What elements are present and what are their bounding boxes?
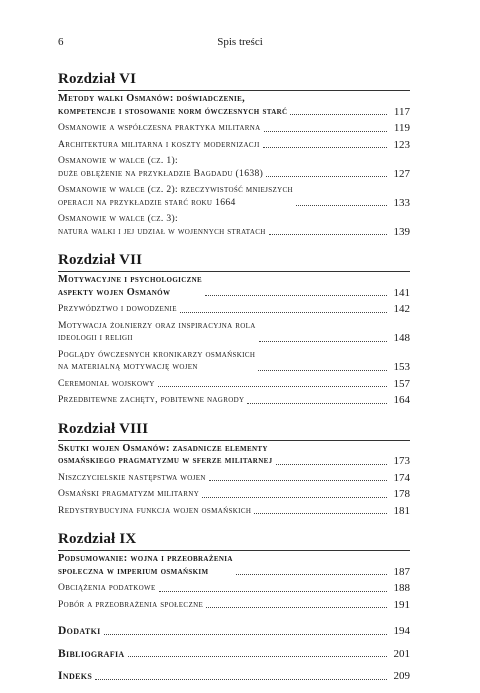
- toc-entry-title: [58, 93, 287, 118]
- toc-entry-line: Architektura militarna i koszty modernizacji: [58, 138, 260, 150]
- toc-entry-line: Poglądy ówczesnych kronikarzy osmańskich: [58, 348, 256, 360]
- toc-page-number: 133: [393, 196, 410, 209]
- toc-main-entry: [58, 553, 410, 578]
- toc-entry: [58, 139, 410, 152]
- toc-entry-line: Skutki wojen Osmanów: zasadnicze elementy: [58, 442, 268, 454]
- toc-entry-line: Metody walki Osmanów: doświadczenie,: [58, 93, 246, 104]
- toc-entry: [58, 394, 410, 407]
- toc-page-number: 191: [393, 598, 410, 611]
- toc-entry-title: [58, 443, 273, 468]
- toc-main-entry: [58, 274, 410, 299]
- toc-entry-title: [58, 122, 261, 135]
- toc-entry-line: osmańskiego pragmatyzmu w sferze militarnej: [58, 455, 273, 466]
- toc-page-number: 141: [393, 286, 410, 299]
- toc-entry: [58, 303, 410, 316]
- toc-page-number: 201: [393, 647, 410, 660]
- toc-entry-line: Osmański pragmatyzm militarny: [58, 488, 200, 499]
- dot-leader: [209, 479, 387, 481]
- dot-leader: [158, 385, 387, 387]
- toc-page-number: 194: [393, 625, 410, 637]
- toc-entry-title: [58, 320, 256, 345]
- toc-page-number: 181: [393, 504, 410, 517]
- toc-entry-title: [58, 394, 244, 407]
- dot-leader: [254, 512, 387, 514]
- toc-entry-title: [58, 349, 255, 374]
- toc-entry-line: Osmanowie w walce (cz. 2): rzeczywistość mniejszych: [58, 184, 293, 195]
- toc-entry: [58, 155, 410, 180]
- toc-entry-line: kompetencje i stosowanie norm ówczesnych starć: [58, 105, 288, 117]
- toc-entry-title: [58, 505, 251, 518]
- toc-entry-line: natura walki i jej udział w wojennych stratach: [58, 225, 266, 237]
- toc-entry-title: [58, 582, 156, 595]
- toc-page-number: 119: [393, 122, 410, 134]
- toc-entry-title: [58, 599, 203, 612]
- dot-leader: [104, 633, 387, 635]
- chapter-section: [58, 71, 410, 238]
- toc-entry: [58, 378, 410, 391]
- chapter-title: Rozdział VII: [58, 252, 410, 272]
- toc-entry-line: Motywacyjne i psychologiczne: [58, 274, 203, 285]
- toc-entry-line: Podsumowanie: wojna i przeobrażenia: [58, 553, 233, 564]
- dot-leader: [276, 463, 388, 465]
- chapter-title: Rozdział IX: [58, 531, 410, 551]
- toc-entry-line: społeczna w imperium osmańskim: [58, 565, 209, 577]
- chapter-section: [58, 531, 410, 611]
- toc-entry-line: Osmanowie w walce (cz. 3):: [58, 213, 179, 224]
- dot-leader: [266, 175, 387, 177]
- toc-entry-title: [58, 274, 202, 299]
- toc-entry-line: na materialną motywację wojen: [58, 361, 198, 372]
- toc-entry: [58, 320, 410, 345]
- toc-main-entry: [58, 443, 410, 468]
- toc-entry-line: ideologii i religii: [58, 332, 133, 343]
- toc-entry-title: [58, 184, 293, 209]
- toc-back-matter-entry: [58, 670, 410, 683]
- toc-page-number: 148: [393, 332, 410, 344]
- toc-entry: [58, 122, 410, 135]
- toc-page-number: 164: [393, 394, 410, 406]
- toc-back-matter-entry: [58, 625, 410, 638]
- toc-entry-line: Obciążenia podatkowe: [58, 582, 156, 593]
- toc-back-matter-entry: [58, 648, 410, 661]
- toc-entry: [58, 599, 410, 612]
- toc-entry-title: [58, 472, 206, 485]
- toc-entry: [58, 213, 410, 238]
- toc-page-number: 123: [393, 138, 410, 151]
- dot-leader: [159, 590, 387, 592]
- dot-leader: [258, 369, 387, 371]
- toc-page-number: 153: [393, 361, 410, 373]
- toc-page-number: 139: [393, 225, 410, 238]
- dot-leader: [247, 402, 387, 404]
- toc-entry-title: [58, 213, 266, 238]
- toc-entry-title: [58, 648, 125, 661]
- toc-entry-line: Przywództwo i dowodzenie: [58, 303, 177, 314]
- dot-leader: [296, 204, 387, 206]
- dot-leader: [95, 678, 387, 680]
- toc-page-number: 178: [393, 488, 410, 500]
- chapter-section: [58, 252, 410, 407]
- toc-entry-line: Dodatki: [58, 625, 101, 637]
- toc-page-number: 157: [393, 377, 410, 390]
- toc-page-number: 174: [393, 471, 410, 484]
- toc-entry-line: duże oblężenie na przykładzie Bagdadu (1638): [58, 167, 264, 179]
- toc-page-number: 187: [393, 565, 410, 578]
- dot-leader: [206, 606, 387, 608]
- toc-entry-title: [58, 488, 199, 501]
- toc-page-number: 209: [393, 670, 410, 682]
- dot-leader: [180, 311, 387, 313]
- dot-leader: [128, 655, 387, 657]
- page-number: 6: [58, 36, 64, 48]
- chapter-section: [58, 421, 410, 518]
- toc-entry-line: Przedbitewne zachęty, pobitewne nagrody: [58, 394, 245, 405]
- toc-entry-title: [58, 303, 177, 316]
- toc-entry: [58, 349, 410, 374]
- toc-main-entry: [58, 93, 410, 118]
- toc-entry-line: Bibliografia: [58, 647, 125, 660]
- dot-leader: [205, 294, 387, 296]
- toc-page-number: 188: [393, 582, 410, 594]
- toc-entry-line: Pobór a przeobrażenia społeczne: [58, 598, 204, 610]
- toc-entry: [58, 472, 410, 485]
- toc-entry: [58, 184, 410, 209]
- toc-entry-title: [58, 378, 155, 391]
- dot-leader: [259, 340, 387, 342]
- toc-entry-line: Redystrybucyjna funkcja wojen osmańskich: [58, 504, 252, 516]
- chapter-title: Rozdział VIII: [58, 421, 410, 441]
- toc-page-number: 117: [393, 105, 410, 118]
- toc-entry-line: Osmanowie a współczesna praktyka militarna: [58, 122, 261, 133]
- toc-entry-line: operacji na przykładzie starć roku 1664: [58, 196, 236, 208]
- toc-entry: [58, 505, 410, 518]
- dot-leader: [290, 113, 387, 115]
- dot-leader: [202, 496, 387, 498]
- toc-entry: [58, 582, 410, 595]
- dot-leader: [269, 233, 387, 235]
- toc-entry-title: [58, 155, 263, 180]
- chapter-title: Rozdział VI: [58, 71, 410, 91]
- toc-entry-line: Osmanowie w walce (cz. 1):: [58, 155, 179, 166]
- table-of-contents: [58, 71, 410, 693]
- dot-leader: [236, 573, 387, 575]
- toc-entry-line: aspekty wojen Osmanów: [58, 286, 171, 298]
- dot-leader: [264, 130, 387, 132]
- toc-entry-line: Motywacja żołnierzy oraz inspiracyjna rola: [58, 319, 256, 331]
- toc-entry-line: Indeks: [58, 670, 93, 682]
- dot-leader: [263, 146, 387, 148]
- toc-entry-line: Ceremoniał wojskowy: [58, 377, 155, 389]
- running-title: Spis treści: [217, 36, 263, 48]
- toc-entry-line: Niszczycielskie następstwa wojen: [58, 471, 206, 483]
- toc-page-number: 142: [393, 303, 410, 315]
- toc-entry-title: [58, 139, 260, 152]
- toc-page-number: 173: [393, 455, 410, 467]
- toc-entry-title: [58, 670, 92, 683]
- toc-entry-title: [58, 625, 101, 638]
- toc-entry: [58, 488, 410, 501]
- toc-page-number: 127: [393, 167, 410, 180]
- toc-entry-title: [58, 553, 233, 578]
